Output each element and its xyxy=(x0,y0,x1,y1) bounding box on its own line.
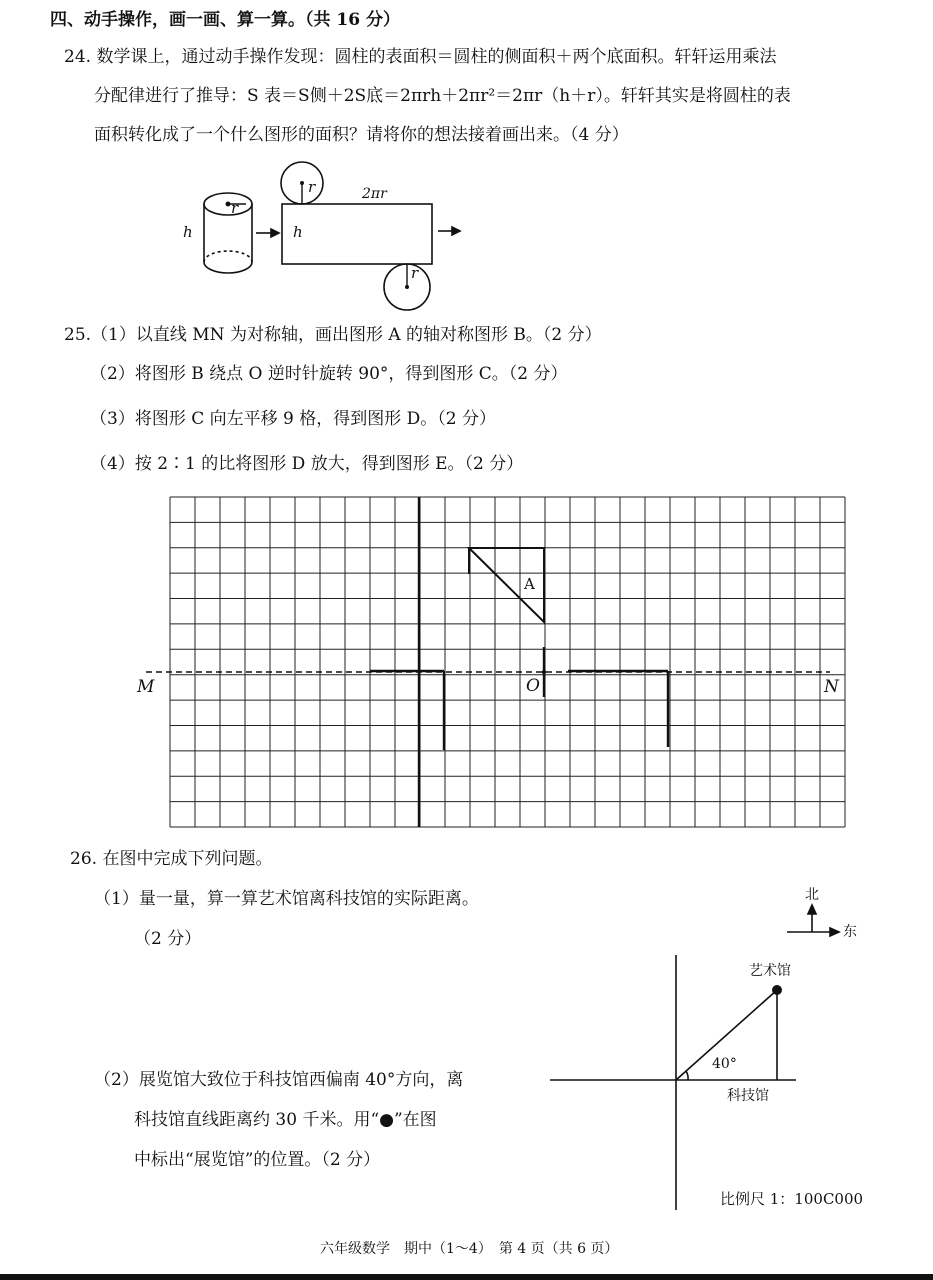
label-a: A xyxy=(524,575,535,593)
label-n: N xyxy=(824,677,839,697)
q25-part1: 25.（1）以直线 MN 为对称轴，画出图形 A 的轴对称图形 B。（2 分） xyxy=(64,325,602,345)
q26-part2-line3: 中标出“展览馆”的位置。（2 分） xyxy=(134,1150,381,1170)
q26-part1-line1: （1）量一量，算一算艺术馆离科技馆的实际距离。 xyxy=(94,889,479,909)
compass-north-label: 北 xyxy=(805,887,819,903)
q25-part4: （4）按 2∶1 的比将图形 D 放大，得到图形 E。（2 分） xyxy=(90,454,524,474)
rect-h-label: h xyxy=(293,223,303,241)
label-o: O xyxy=(526,676,540,696)
science-museum-label: 科技馆 xyxy=(727,1088,769,1104)
bottom-circle-r-label: r xyxy=(411,264,419,282)
map-scale: 比例尺 1：100C000 xyxy=(720,1190,864,1208)
cylinder-r-label: r xyxy=(231,199,239,217)
bottom-rule xyxy=(0,1274,933,1280)
angle-label: 40° xyxy=(712,1056,737,1072)
section-title: 四、动手操作，画一画、算一算。（共 16 分） xyxy=(50,10,400,30)
q26-part1-line2: （2 分） xyxy=(134,929,202,949)
art-museum-label: 艺术馆 xyxy=(749,963,791,979)
q26-part2-line1: （2）展览馆大致位于科技馆西偏南 40°方向，离 xyxy=(94,1070,464,1090)
q25-part2: （2）将图形 B 绕点 O 逆时针旋转 90°，得到图形 C。（2 分） xyxy=(90,364,568,384)
top-circle-r-label: r xyxy=(308,178,316,196)
q26-title: 26. 在图中完成下列问题。 xyxy=(70,849,273,869)
label-m: M xyxy=(137,677,155,697)
cylinder-h-label: h xyxy=(183,223,193,241)
q26-part2-line2: 科技馆直线距离约 30 千米。用“●”在图 xyxy=(134,1110,437,1130)
page-footer: 六年级数学 期中（1～4） 第 4 页（共 6 页） xyxy=(320,1241,619,1257)
compass-east-label: 东 xyxy=(843,924,857,940)
q24-line2: 分配律进行了推导：S 表＝S侧＋2S底＝2πrh＋2πr²＝2πr（h＋r）。轩轩其实是将圆柱的表 xyxy=(94,86,791,106)
art-museum-dot xyxy=(772,985,782,995)
q24-line3: 面积转化成了一个什么图形的面积？请将你的想法接着画出来。（4 分） xyxy=(94,125,629,145)
map-axes xyxy=(550,955,796,1210)
rect-width-label: 2πr xyxy=(362,186,387,202)
compass-icon xyxy=(787,905,839,936)
q25-part3: （3）将图形 C 向左平移 9 格，得到图形 D。（2 分） xyxy=(90,409,497,429)
q24-line1: 24. 数学课上，通过动手操作发现：圆柱的表面积＝圆柱的侧面积＋两个底面积。轩轩运用乘法 xyxy=(64,47,777,67)
